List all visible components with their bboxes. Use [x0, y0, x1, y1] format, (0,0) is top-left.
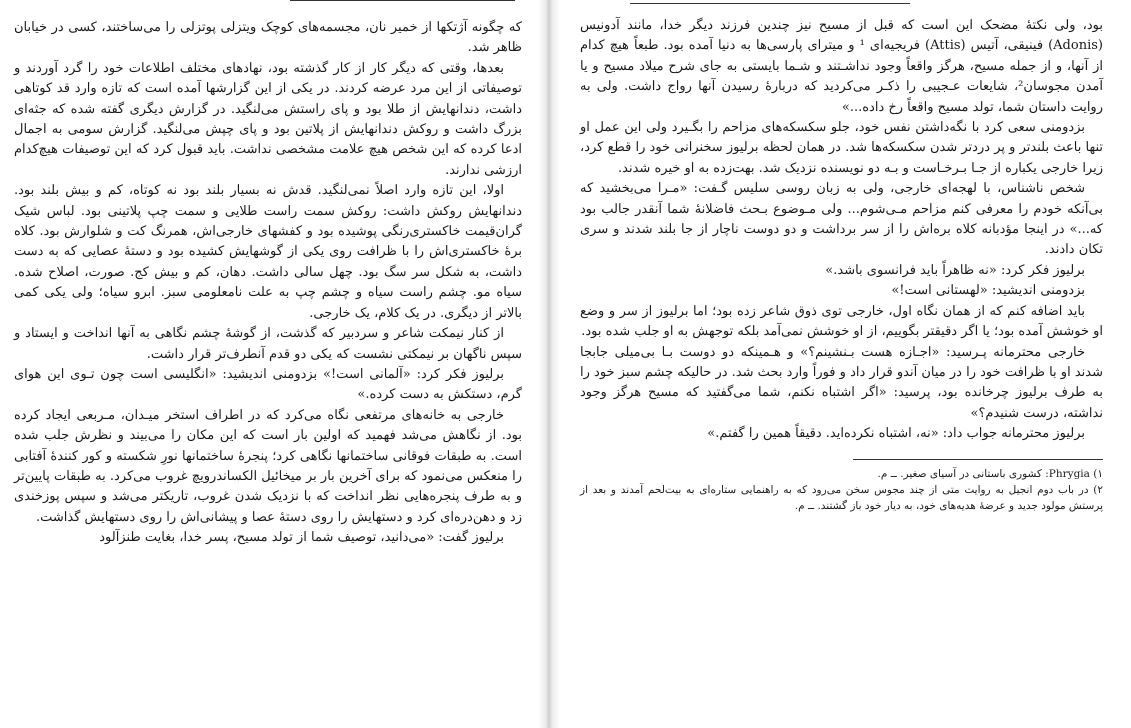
right-paragraph-3: شخص ناشناس، با لهجه‌ای خارجی، ولی به زبان روسی سلیس گـفت: «مـرا می‌بخشید که بی‌آنکه خودم را معرفی کنم مزاحم مـی‌شوم... ولی مـوضوع بـحث فاضلانهٔ شما آنقدر جالب بود که...» در اینجا مؤدبانه کلاه بره‌اش را از سر برداشت و دو دوست ناچار از جا بلند شدند و سری تکان دادند.: [580, 181, 1103, 258]
left-paragraph-4: از کنار نیمکت شاعر و سردبیر که گذشت، از گوشهٔ چشم نگاهی به آنها انداخت و ایستاد و سپس ناگهان بر نیمکتی نشست که یکی دو قدم آنطرف‌تر قرار داشت.: [14, 326, 522, 362]
right-paragraph-5: بزدومنی اندیشید: «لهستانی است!»: [891, 283, 1085, 299]
footnote-1: ۱) Phrygia: کشوری باستانی در آسیای صغیر. ــ م.: [877, 467, 1103, 480]
left-paragraph-2: بعدها، وقتی که دیگر کار از کار گذشته بود، نهادهای مختلف اطلاعات خود را گرد آوردند و توصیفاتی از این مرد عرضه کردند. در یکی از این گزارشها آمده است که تازه وارد قد کوتاهی داشت، دندانهایش از طلا بود و پای راستش می‌لنگید. در گزارش دیگری گفته شده که جثه‌ای بزرگ داشت و روکش دندانهایش از پلاتین بود و پای چپش می‌لنگید. گزارش سومی به اجمال ادعا کرده که این شخص هیچ علامت مشخصی نداشت. باید قبول کرد که این توصیفات هیچ‌کدام ارزشی ندارند.: [14, 60, 522, 178]
right-paragraph-6: باید اضافه کنم که از همان نگاه اول، خارجی توی ذوق شاعر زده بود؛ اما برلیوز از سر و وضع او خوشش آمده بود؛ یا اگر دقیقتر بگوییم، از او خوشش نمی‌آمد بلکه توجهش به او جلب شده بود.: [580, 303, 1103, 340]
right-paragraph-2: بزدومنی سعی کرد با نگه‌داشتن نفس خود، جلو سکسکه‌های مزاحم را بگـیرد ولی این عمل او تنها باعث بلندتر و پر دردتر شدن سکسکه‌ها شد. در همان لحظه برلیوز سخنرانی خود را قطع کرد، زیرا خارجی یکباره از جـا بـرخـاست و بـه دو نویسنده نزدیک شد. بهت‌زده به او خیره شدند.: [580, 120, 1103, 176]
right-page: [560, 0, 1131, 728]
footnote-rule: [853, 459, 1103, 460]
left-paragraph-1: که چگونه آژتکها از خمیر نان، مجسمه‌های کوچک ویتزلی پوتزلی را می‌ساختند، کسی در خیابان ظاهر شد.: [14, 20, 522, 56]
right-paragraph-7: خارجی محترمانه پـرسید: «اجـازه هست بـنشینم؟» و هـمینکه دو دوست بـا بی‌میلی جابجا شدند او با ظرافت خود را در میان آندو قرار داد و فوراً وارد بحث شد. در حالیکه چشم سبز خود را به طرف برلیوز چرخانده بود، پرسید: «اگر اشتباه نکنم، شما می‌گفتید که مسیح هرگز وجود نداشته، درست شنیدم؟»: [580, 344, 1103, 421]
footnotes: [580, 466, 1103, 514]
right-paragraph-1: بود، ولی نکتهٔ مضحک این است که قبل از مسیح نیز چندین فرزند دیگر خدا، مانند آدونیس (Adonis) فینیقی، آتیس (Attis) فریجیه‌ای ¹ و میترای پارسی‌ها به دنیا آمده بود. طبعاً هیچ کدام از آنها، و از جمله مسیح، هرگز واقعاً وجود نداشـتند و شـما بایستی به جای شرح میلاد مسیح و یا آمدن مجوسان²، شایعات عـجیبی را ذکـر می‌کردید که دربارهٔ رسیدن آنها رواج داشت. ولی به روایت داستان شما، تولد مسیح واقعاً رخ داده...»: [580, 18, 1103, 115]
left-paragraph-6: خارجی به خانه‌های مرتفعی نگاه می‌کرد که در اطراف استخر میـدان، مـربعی ایجاد کرده بود. از نگاهش می‌شد فهمید که اولین بار است که این مکان را می‌بیند و نظرش جلب شده است. به طبقات فوقانی ساختمانها نگاهی کرد؛ پنجرهٔ ساختمانها نورِ شکسته و کور کنندهٔ آفتابی را منعکس می‌نمود که برای آخرین بار بر میخائیل الکساندرویچ غروب می‌کرد. به طبقات پایین‌تر و به طرف پنجره‌هایی نظر انداخت که با نزدیک شدن غروب، تاریکتر می‌شد و سپس پوزخندی زد و دهن‌دره‌ای کرد و دستهایش را روی دستهٔ عصا و پیشانی‌اش را روی دستهایش گذاشت.: [14, 407, 522, 525]
book-gutter: [538, 0, 560, 728]
footnote-2: ۲) در باب دوم انجیل به روایت متی از چند مجوس سخن می‌رود که به راهنمایی ستاره‌ای به بیت‌لحم آمدند و بعد از پرستش مولود جدید و عرضهٔ هدیه‌های خود، به دیار خود باز گشتند. ــ م.: [580, 483, 1103, 512]
left-paragraph-3: اولا، این تازه وارد اصلاً نمی‌لنگید. قدش نه بسیار بلند بود نه کوتاه، کم و بیش بلند بود. دندانهایش روکش داشت: روکش سمت راست طلایی و سمت چپ پلاتینی بود. لباس شیک گران‌قیمت خاکستری‌رنگی پوشیده بود و کفشهای خارجی‌اش، همرنگ کت و شلوارش بود. کلاه بره‌ٔ خاکستری‌اش را با ظرافت روی یکی از گوشهایش کشیده بود و دستهٔ عصایی که به دست داشت، به شکل سر سگ بود. چهل سالی داشت. دهان، کم و بیش کج. صورت، اصلاح شده. سیاه مو. چشم راست سیاه و چشم چپ به علت نامعلومی سبز. ابرو سیاه؛ ولی یکی کمی بالاتر از دیگری. در یک کلام، یک خارجی.: [14, 183, 522, 321]
left-paragraph-5: برلیوز فکر کرد: «آلمانی است!» بزدومنی اندیشید: «انگلیسی است چون تـوی این هوای گرم، دستکش به دست کرده.»: [14, 366, 522, 403]
right-paragraph-8: برلیوز محترمانه جواب داد: «نه، اشتباه نکرده‌اید. دقیقاً همین را گفتم.»: [707, 426, 1085, 442]
left-page: [0, 0, 538, 728]
right-paragraph-4: برلیوز فکر کرد: «نه ظاهراً باید فرانسوی باشد.»: [825, 262, 1085, 278]
left-paragraph-7: برلیوز گفت: «می‌دانید، توصیف شما از تولد مسیح، پسر خدا، بغایت طنزآلود: [99, 530, 504, 546]
